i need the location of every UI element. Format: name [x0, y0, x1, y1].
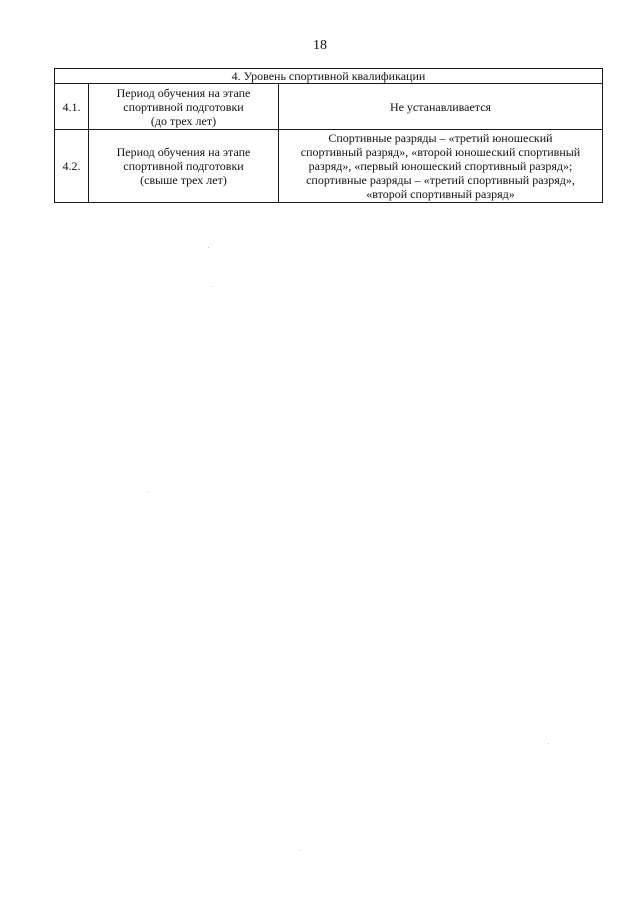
- scan-speck: [148, 492, 149, 493]
- section-header-row: [55, 69, 603, 84]
- qualification-table: [54, 68, 603, 203]
- period-line: Период обучения на этапе: [116, 85, 251, 100]
- scan-speck: [212, 286, 213, 287]
- requirement-line: Не устанавливается: [389, 99, 492, 114]
- scan-speck: [548, 743, 549, 744]
- requirement-line: «второй спортивный разряд»: [366, 187, 515, 201]
- requirement-cell: [279, 130, 603, 203]
- requirement-line: Спортивные разряды – «третий юношеский: [328, 131, 553, 145]
- page-number: 18: [313, 38, 327, 53]
- period-line: спортивной подготовки: [123, 99, 244, 114]
- row-number: 4.1.: [55, 84, 89, 130]
- requirement-line: спортивный разряд», «второй юношеский спортивный: [300, 145, 581, 159]
- scan-speck: [208, 247, 209, 248]
- period-line: (свыше трех лет): [140, 173, 227, 187]
- period-line: (до трех лет): [150, 113, 217, 128]
- training-period-cell: [89, 130, 279, 203]
- requirement-line: разряд», «первый юношеский спортивный разряд»;: [308, 159, 573, 173]
- table-row: [55, 84, 603, 130]
- section-title: 4. Уровень спортивной квалификации: [55, 69, 603, 84]
- scan-speck: [300, 850, 301, 851]
- table-row: [55, 130, 603, 203]
- period-line: спортивной подготовки: [123, 159, 244, 173]
- period-line: Период обучения на этапе: [116, 145, 251, 159]
- requirement-line: спортивные разряды – «третий спортивный разряд»,: [306, 173, 575, 187]
- training-period-cell: [89, 84, 279, 130]
- row-number: 4.2.: [55, 130, 89, 203]
- requirement-cell: [279, 84, 603, 130]
